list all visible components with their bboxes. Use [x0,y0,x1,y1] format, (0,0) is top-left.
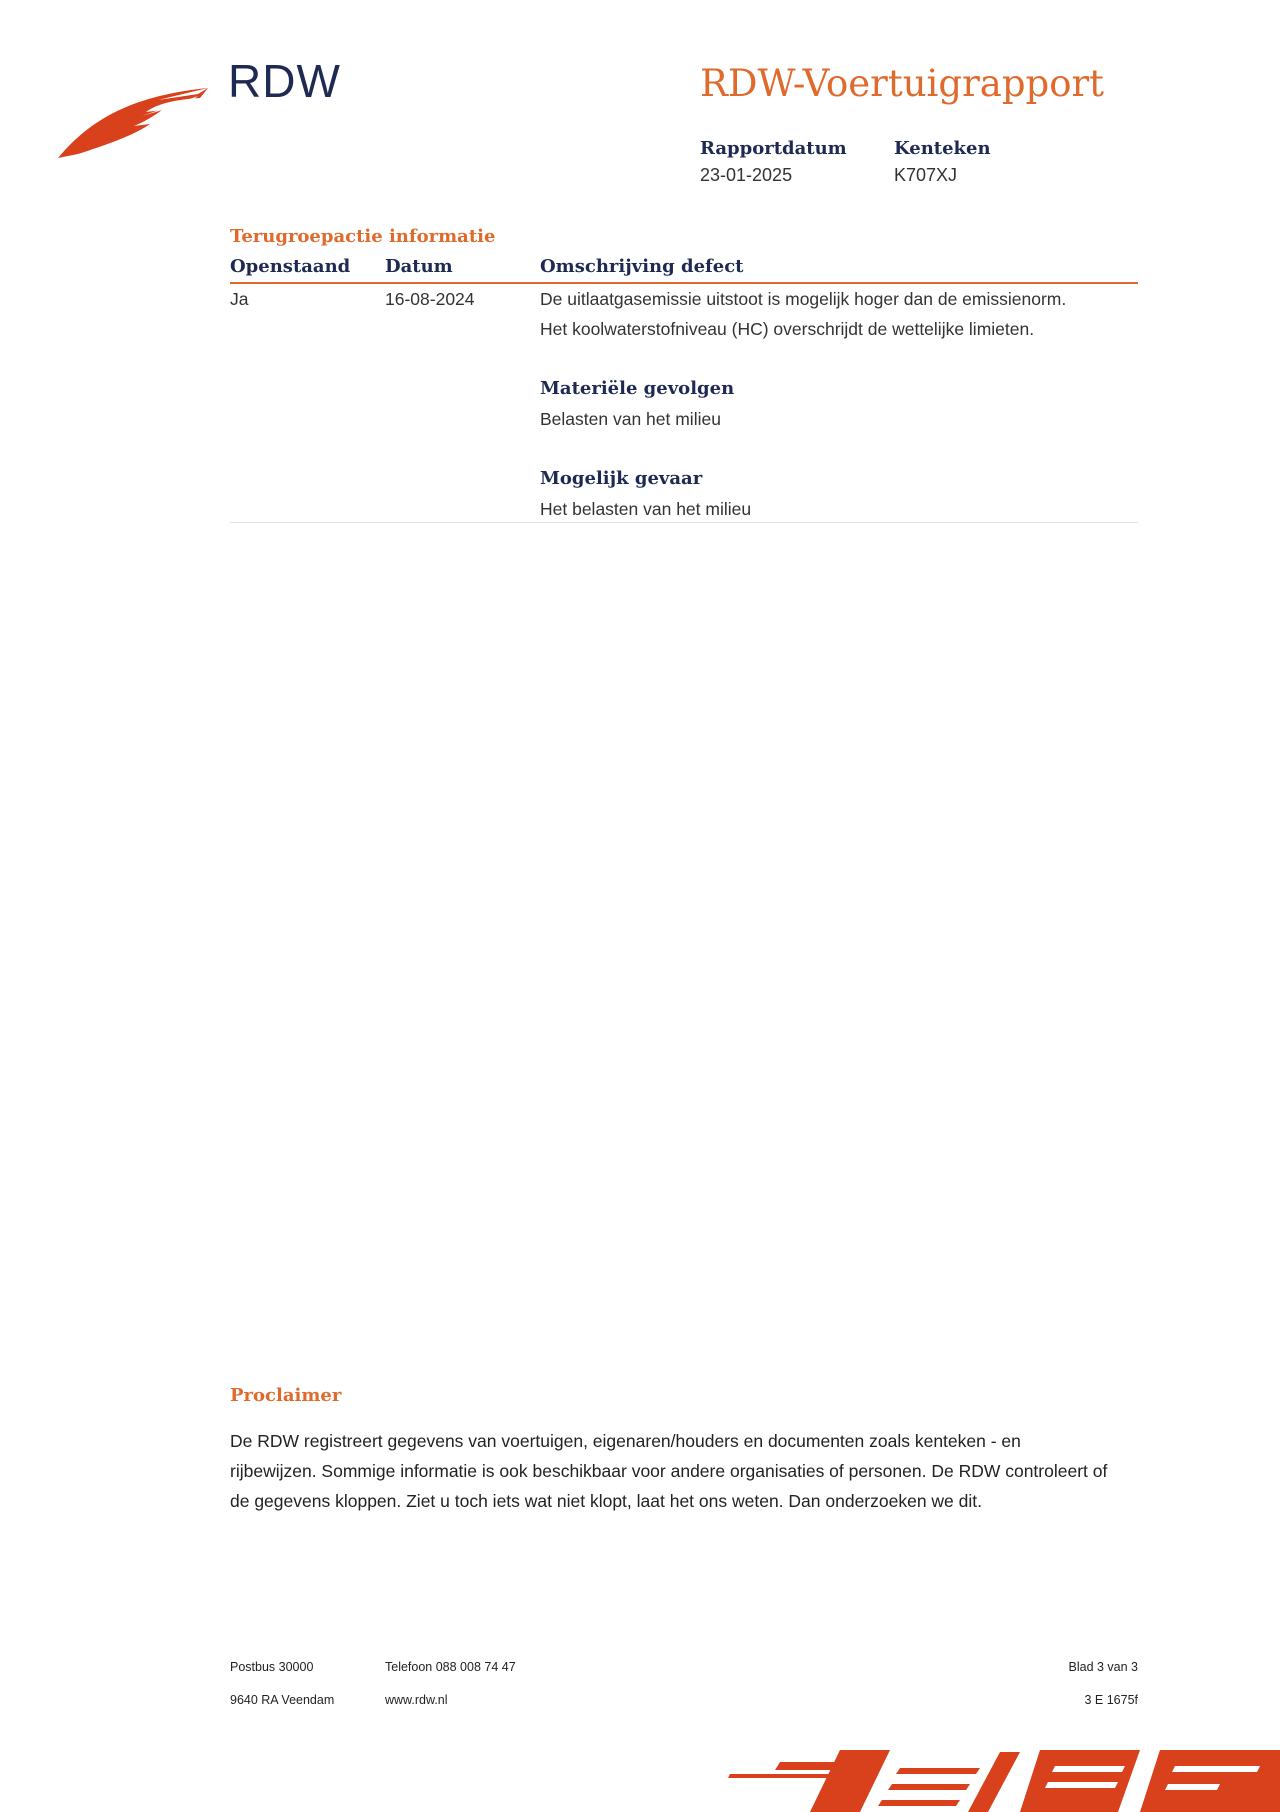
defect-line-1: De uitlaatgasemissie uitstoot is mogelijk hoger dan de emissienorm. [540,289,1067,309]
footer-phone: Telefoon 088 008 74 47 [385,1660,516,1674]
footer-postbus: Postbus 30000 [230,1660,314,1674]
defect-line-2: Het koolwaterstofniveau (HC) overschrijdt de wettelijke limieten. [540,319,1035,339]
cell-defect [540,284,1140,524]
recall-table [230,254,1138,523]
consequences-value: Belasten van het milieu [540,409,721,429]
cell-date: 16-08-2024 [385,289,475,309]
footer-website[interactable]: www.rdw.nl [385,1693,448,1707]
report-date-block [700,138,847,186]
report-date-label: Rapportdatum [700,138,847,159]
consequences-label: Materiële gevolgen [540,378,735,399]
footer-code: 3 E 1675f [1084,1693,1138,1707]
column-header-date: Datum [385,256,453,277]
page-title: RDW-Voertuigrapport [700,62,1105,105]
column-header-defect: Omschrijving defect [540,256,744,277]
proclaimer-text: De RDW registreert gegevens van voertuigen, eigenaren/houders en documenten zoals kenteken - en rijbewijzen. Sommige informatie is ook beschikbaar voor andere organisaties of personen. De RDW controleert of de gegevens kloppen. Ziet u toch iets wat niet klopt, laat het ons weten. Dan onderzoeken we dit. [230,1431,1108,1511]
plate-value: K707XJ [894,165,958,185]
proclaimer-title: Proclaimer [230,1385,342,1406]
plate-block [894,138,991,186]
logo-text: RDW [228,55,341,107]
column-header-open: Openstaand [230,256,351,277]
decorative-stripes-icon [720,1740,1280,1812]
table-row [230,284,1138,523]
cell-open: Ja [230,289,249,309]
danger-label: Mogelijk gevaar [540,468,703,489]
plate-label: Kenteken [894,138,991,159]
table-header [230,254,1138,284]
footer-city: 9640 RA Veendam [230,1693,335,1707]
danger-value: Het belasten van het milieu [540,499,752,519]
recall-section-title: Terugroepactie informatie [230,226,496,247]
footer-page-number: Blad 3 van 3 [1068,1660,1138,1674]
report-date-value: 23-01-2025 [700,165,793,185]
rdw-logo-icon [58,82,208,162]
